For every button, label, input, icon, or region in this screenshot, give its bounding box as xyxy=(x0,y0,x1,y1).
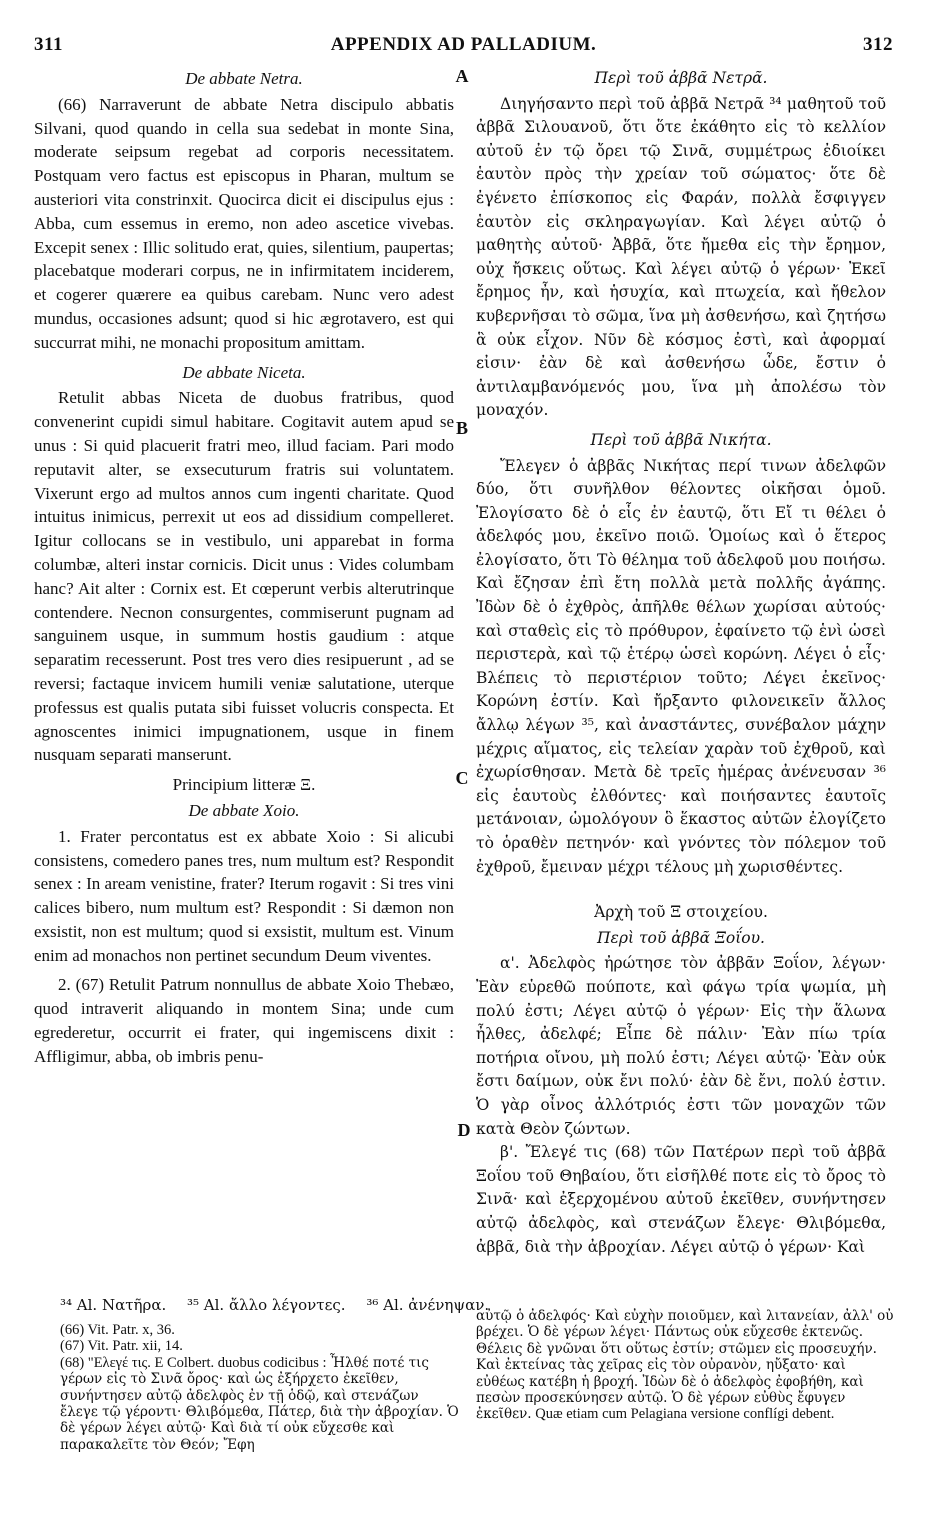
footnote-67: (67) Vit. Patr. xii, 14. xyxy=(60,1338,183,1355)
greek-heading-niceta: Περὶ τοῦ ἀββᾶ Νικήτα. xyxy=(590,430,772,449)
page-number-right: 312 xyxy=(863,34,893,55)
footnote-68-lead: (68) "Ελεγέ τις. E Colbert. duobus codicibus : xyxy=(60,1354,331,1371)
latin-paragraph-xoio-1: 1. Frater percontatus est ex abbate Xoio : Si alicubi consistens, comedero panes tres, num multum est? Respondit senex : In aream venistine, frater? Iterum rogavit : Si tres vini calices bibero, num multum est? Respondit : Si dæmon non exsistit, non est multum; quod si exsistit, multum est. Vinum enim ad monachos non pertinet secundum Deum viventes. xyxy=(34,826,454,965)
footnote-68-greek-continued: αὐτῷ ὁ ἀδελφός· Καὶ εὐχὴν ποιοῦμεν, καὶ λιτανείαν, ἀλλ' οὐ βρέχει. Ὁ δὲ γέρων λέγει· Πάντως οὐκ εὔχεσθε ἐκτενῶς. Θέλεις δὲ γνῶναι ὅτι οὕτως ἐστίν; στῶμεν εἰς προσευχήν. Καὶ ἐκτείνας τὰς χεῖρας εἰς τὸν οὐρανὸν, ηὔξατο· καὶ εὐθέως κατέβη ἡ βροχή. Ἰδὼν δὲ ὁ ἀδελφὸς ἐφοβήθη, καὶ πεσὼν προσεκύνησεν αὐτῷ. Ὁ δὲ γέρων εὐθὺς ἔφυγεν ἐκεῖθεν. xyxy=(476,1308,894,1423)
greek-paragraph-xoio-2: β'. Ἔλεγέ τις (68) τῶν Πατέρων περὶ τοῦ ἀββᾶ Ξοΐου τοῦ Θηβαίου, ὅτι εἰσῆλθέ ποτε εἰς τὸ ὄρος τὸ Σινᾶ· καὶ ἐξερχομένου αὐτοῦ ἐκεῖθεν, συνήντησεν αὐτῷ ἀδελφὸς, καὶ στενάζων ἔλεγε· Θλιβόμεθα, ἀββᾶ, διὰ τὴν ἀβροχίαν. Λέγει αὐτῷ ὁ γέρων· Καὶ xyxy=(476,1143,886,1256)
latin-column xyxy=(34,66,454,1069)
latin-paragraph-netra: (66) Narraverunt de abbate Netra discipulo abbatis Silvani, quod quando in cella sua sedebat in monte Sina, moderate seipsum regebat ad corporis necessitatem. Postquam vero factus est episcopus in Pharan, multum se austeriori vita constrinxit. Quocirca dicit ei discipulus ejus : Abba, cum essemus in eremo, non adeo ascetice vivebas. Excepit senex : Illic solitudo erat, quies, silentium, paupertas; placebatque moderari corpus, ne in infirmitatem inciderem, et cogerer quærere ea quibus carebam. Nunc vero adest mundus, occasiones adsunt; quod si hic ægrotavero, est qui succurrat mihi, ne monachi propositum amittam. xyxy=(34,94,454,352)
running-title: APPENDIX AD PALLADIUM. xyxy=(330,34,597,55)
greek-paragraph-netra: Διηγήσαντο περὶ τοῦ ἀββᾶ Νετρᾶ ³⁴ μαθητοῦ τοῦ ἀββᾶ Σιλουανοῦ, ὅτι ὅτε ἐκάθητο εἰς τὸ κελλίον αὐτοῦ ἐν τῷ ὄρει τῷ Σινᾶ, συμμέτρως ἐδιοίκει ἑαυτὸν πρὸς τὴν χρείαν τοῦ σώματος· ὅτε δὲ ἐγένετο ἐπίσκοπος εἰς Φαράν, πολλὰ ἔσφιγγεν ἑαυτὸν εἰς σκληραγωγίαν. Καὶ λέγει αὐτῷ ὁ μαθητὴς αὐτοῦ· Ἀββᾶ, ὅτε ἤμεθα εἰς τὴν ἔρημον, οὐχ ἤσκεις οὕτως. Καὶ λέγει αὐτῷ ὁ γέρων· Ἐκεῖ ἔρημος ἦν, καὶ ἡσυχία, καὶ πτωχεία, καὶ ἤθελον κυβερνῆσαι τὸ σῶμα, ἵνα μὴ ἀσθενήσω, καὶ ζητήσω ἃ οὐκ εἶχον. Νῦν δὲ κόσμος ἐστὶ, καὶ ἀφορμαί εἰσιν· ἐὰν δὲ καὶ ἀσθενήσω ὧδε, ἔστιν ὁ ἀντιλαμβανόμενός μου, ἵνα μὴ ἀπολέσω τὸν μοναχόν. xyxy=(476,94,886,420)
footnote-68-latin-note: Quæ etiam cum Pelagiana versione conflígi debent. xyxy=(535,1406,835,1423)
latin-heading-xoio: De abbate Xoio. xyxy=(188,800,300,820)
footnotes-left xyxy=(60,1322,460,1453)
footnotes-right xyxy=(476,1308,896,1423)
footnote-66: (66) Vit. Patr. x, 36. xyxy=(60,1322,175,1338)
variant-36: ³⁶ Al. ἀνένηψαν. xyxy=(366,1296,490,1314)
greek-heading-xoio: Περὶ τοῦ ἀββᾶ Ξοΐου. xyxy=(597,928,765,947)
marker-d: D xyxy=(457,1120,471,1140)
footnote-68 xyxy=(60,1355,460,1453)
variant-35: ³⁵ Al. ἄλλο λέγοντες. xyxy=(187,1296,346,1314)
latin-paragraph-niceta: Retulit abbas Niceta de duobus fratribus, quod convenerint cupidi simul habitare. Cogitavit autem apud se unus : Si quid placuerit fratri meo, illud faciam. Pari modo reputavit alter, se exsecuturum fratris sui voluntatem. Vixerunt ergo ad multos annos cum ingenti charitate. Quod intuitus inimicus, perrexit ut eos ad dissidium compelleret. Igitur collocans se in vestibulo, uni apparebat in forma columbæ, alteri instar cornicis. Dicit unus : Vides columbam hanc? Ait alter : Cornix est. Et cœperunt verbis alterutrinque contendere. Necnon consurgentes, commiserunt pugnam ad sanguinem usque, in summum hostis gaudium : atque separatim recesserunt. Post tres vero dies resipuerunt , ad se reversi; factaque invicem humili veniæ salutatione, uterque professus est qualis putata sibi fuisset volucris conspecta. Et agnoscentes inimici impugnationem, usque in finem nusquam separati manserunt. xyxy=(34,388,454,765)
latin-paragraph-xoio-2: 2. (67) Retulit Patrum nonnullus de abbate Xoio Thebæo, quod intraverit aliquando in montem Sina; unde cum egrederetur, occurrit ei frater, qui ingemiscens dixit : Affligimur, abba, ob imbris penu- xyxy=(34,975,454,1066)
variant-34: ³⁴ Al. Νατῆρα. xyxy=(60,1296,167,1314)
greek-paragraph-xoio-1: α'. Ἀδελφὸς ἠρώτησε τὸν ἀββᾶν Ξοΐον, λέγων· Ἐὰν εὑρεθῶ πούποτε, καὶ φάγω τρία ψωμία, μὴ πολύ ἐστι; Λέγει αὐτῷ ὁ γέρων· Εἰς τὴν ἅλωνα ἦλθες, ἀδελφέ; Εἶπε δὲ πάλιν· Ἐὰν πίω τρία ποτήρια οἴνου, μὴ πολύ ἐστι; Λέγει αὐτῷ· Ἐὰν οὐκ ἔστι δαίμων, οὐκ ἔνι πολύ· ἐὰν δὲ ἔνι, πολύ ἐστιν. Ὁ γὰρ οἶνος ἀλλότριός ἐστι τῶν μοναχῶν τῶν κατὰ Θεὸν ζώντων. xyxy=(476,954,886,1138)
latin-section-title: Principium litteræ Ξ. xyxy=(172,775,316,795)
footnote-68-continued xyxy=(476,1308,896,1423)
page-number-left: 311 xyxy=(34,34,63,55)
marker-c: C xyxy=(455,768,469,788)
latin-heading-netra: De abbate Netra. xyxy=(185,69,303,88)
latin-heading-niceta: De abbate Niceta. xyxy=(182,362,306,382)
footnote-68-greek: Ἦλθέ ποτέ τις γέρων εἰς τὸ Σινᾶ ὄρος· καὶ ὡς ἐξήρχετο ἐκεῖθεν, συνήντησεν αὐτῷ ἀδελφὸς ἐν τῇ ὁδῷ, καὶ στενάζων ἔλεγε τῷ γέροντι· Θλιβόμεθα, Πάτερ, διὰ τὴν ἀβροχίαν. Ὁ δὲ γέρων λέγει αὐτῷ· Καὶ διὰ τί οὐκ εὔχεσθε καὶ παρακαλεῖτε τὸν Θεόν; Ἔφη xyxy=(60,1354,459,1453)
greek-section-title: Ἀρχὴ τοῦ Ξ στοιχείου. xyxy=(594,903,768,922)
greek-paragraph-niceta: Ἔλεγεν ὁ ἀββᾶς Νικήτας περί τινων ἀδελφῶν δύο, ὅτι συνῆλθον θέλοντες οἰκῆσαι ὁμοῦ. Ἐλογίσατο δὲ ὁ εἷς ἐν ἑαυτῷ, ὅτι Εἴ τι θέλει ὁ ἀδελφός μου, ἐκεῖνο ποιῶ. Ὁμοίως καὶ ὁ ἕτερος ἐλογίσατο, ὅτι Τὸ θέλημα τοῦ ἀδελφοῦ μου ποιήσω. Καὶ ἔζησαν ἐπὶ ἔτη πολλὰ μετὰ πολλῆς ἀγάπης. Ἰδὼν δὲ ὁ ἐχθρὸς, ἀπῆλθε θέλων χωρίσαι αὐτούς· καὶ σταθεὶς εἰς τὸ πρόθυρον, ἐφαίνετο τῷ ἑνὶ ὡσεὶ περιστερὰ, καὶ τῷ ἑτέρῳ ὡσεὶ κορώνη. Λέγει ὁ εἷς· Βλέπεις τὸ περιστέριον τοῦτο; Λέγει ἐκεῖνος· Κορώνη ἐστίν. Καὶ ἤρξαντο φιλονεικεῖν ἄλλος ἄλλῳ λέγων ³⁵, καὶ ἀναστάντες, συνέβαλον μάχην μέχρις αἵματος, εἰς τελείαν χαρὰν τοῦ ἐχθροῦ, καὶ ἐχωρίσθησαν. Μετὰ δὲ τρεῖς ἡμέρας ἀνένευσαν ³⁶ εἰς ἑαυτοὺς ἐλθόντες· καὶ ποιήσαντες ἑαυτοῖς μετάνοιαν, ὡμολόγουν ὃ ἕκαστος αὐτῶν ἐλογίζετο τὸ ὁραθὲν πετηνόν· καὶ γνόντες τὸν πόλεμον τοῦ ἐχθροῦ, ἔμειναν μέχρι τέλους μὴ χωρισθέντες. xyxy=(476,456,886,876)
marker-b: B xyxy=(455,418,468,438)
variant-readings xyxy=(60,1296,505,1314)
marker-a: A xyxy=(455,66,469,86)
greek-column xyxy=(476,66,886,1259)
greek-heading-netra: Περὶ τοῦ ἀββᾶ Νετρᾶ. xyxy=(594,69,768,87)
